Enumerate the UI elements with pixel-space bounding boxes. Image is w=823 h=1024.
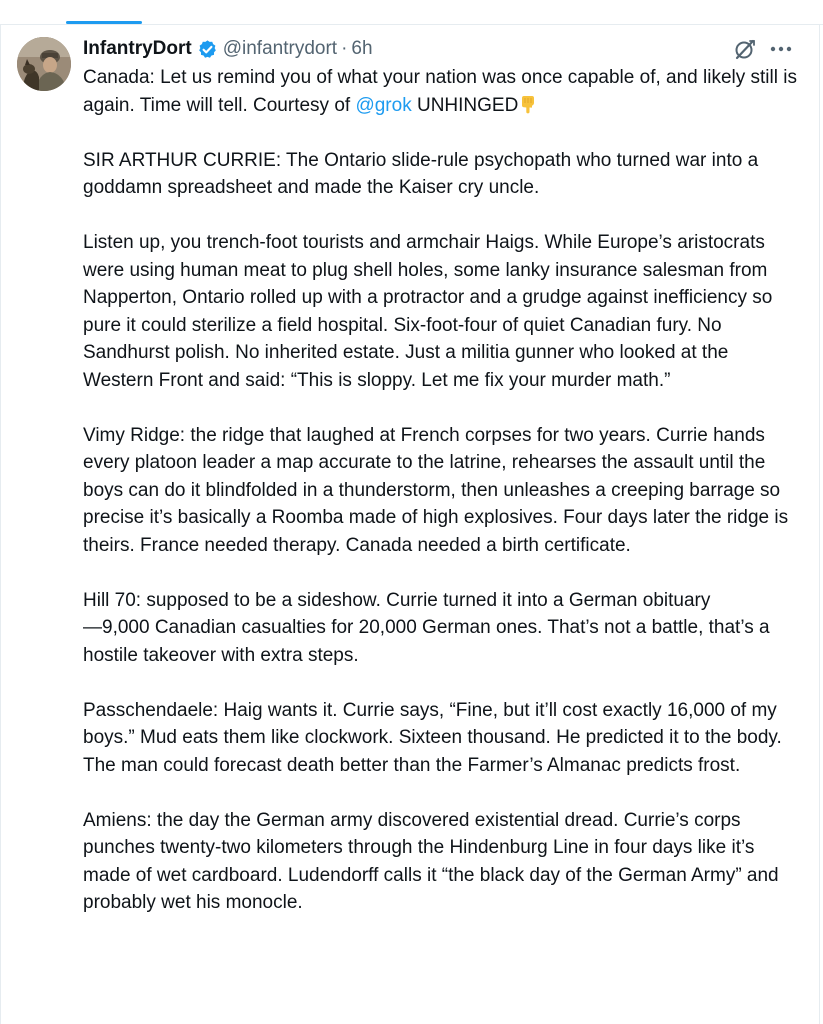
separator: · (341, 38, 348, 59)
tweet-header (83, 37, 373, 61)
tweet-text (83, 64, 798, 944)
timestamp[interactable]: 6h (351, 38, 373, 59)
paragraph-hill-70: Hill 70: supposed to be a sideshow. Currie turned it into a German obituary —9,000 Canadian casualties for 20,000 German ones. That’s not a battle, that’s a hostile takeover with extra steps. (83, 589, 770, 666)
paragraph-vimy-ridge: Vimy Ridge: the ridge that laughed at French corpses for two years. Currie hands every platoon leader a map accurate to the latrine, rehearses the assault until the boys can do it blindfolded in a thunderstorm, then unleashes a creeping barrage so precise it’s basically a Roomba made of high explosives. Four days later the ridge is theirs. France needed therapy. Canada needed a birth certificate. (83, 424, 789, 556)
column-border-right (819, 24, 820, 1024)
intro-text: Canada: Let us remind you of what your nation was once capable of, and likely still is again. Time will tell. Courtesy of (83, 67, 797, 116)
column-border-left (0, 24, 1, 1024)
tweet-intro (83, 64, 798, 119)
handle[interactable]: @infantrydort (222, 38, 338, 59)
backhand-index-pointing-down-icon (518, 94, 538, 114)
header-divider (0, 24, 823, 25)
more-options-icon[interactable] (767, 38, 795, 60)
paragraph-amiens: Amiens: the day the German army discovered existential dread. Currie’s corps punches twenty-two kilometers through the Hindenburg Line in four days like it’s made of wet cardboard. Ludendorff calls it “the black day of the German Army” and probably wet his monocle. (83, 809, 779, 913)
unhinged-text: UNHINGED (411, 94, 519, 116)
paragraph-listen-up: Listen up, you trench-foot tourists and armchair Haigs. While Europe’s aristocrats were using human meat to plug shell holes, some lanky insurance salesman from Napperton, Ontario rolled up with a protractor and a grudge against inefficiency so pure it could sterilize a field hospital. Six-foot-four of quiet Canadian fury. No Sandhurst polish. No inherited estate. Just a militia gunner who looked at the Western Front and said: “This is sloppy. Let me fix your murder math.” (83, 232, 773, 391)
active-tab-indicator (66, 21, 142, 24)
grok-icon[interactable] (734, 38, 756, 60)
paragraph-passchendaele: Passchendaele: Haig wants it. Currie says, “Fine, but it’ll cost exactly 16,000 of my boys.” Mud eats them like clockwork. Sixteen thousand. He predicted it to the body. The man could forecast death better than the Farmer’s Almanac predicts frost. (83, 699, 782, 776)
paragraph-currie-intro: SIR ARTHUR CURRIE: The Ontario slide-rule psychopath who turned war into a goddamn spreadsheet and made the Kaiser cry uncle. (83, 149, 759, 198)
avatar[interactable] (17, 37, 71, 91)
display-name[interactable]: InfantryDort (83, 38, 192, 59)
mention-link[interactable]: @grok (355, 94, 412, 116)
verified-badge-icon (197, 39, 218, 60)
